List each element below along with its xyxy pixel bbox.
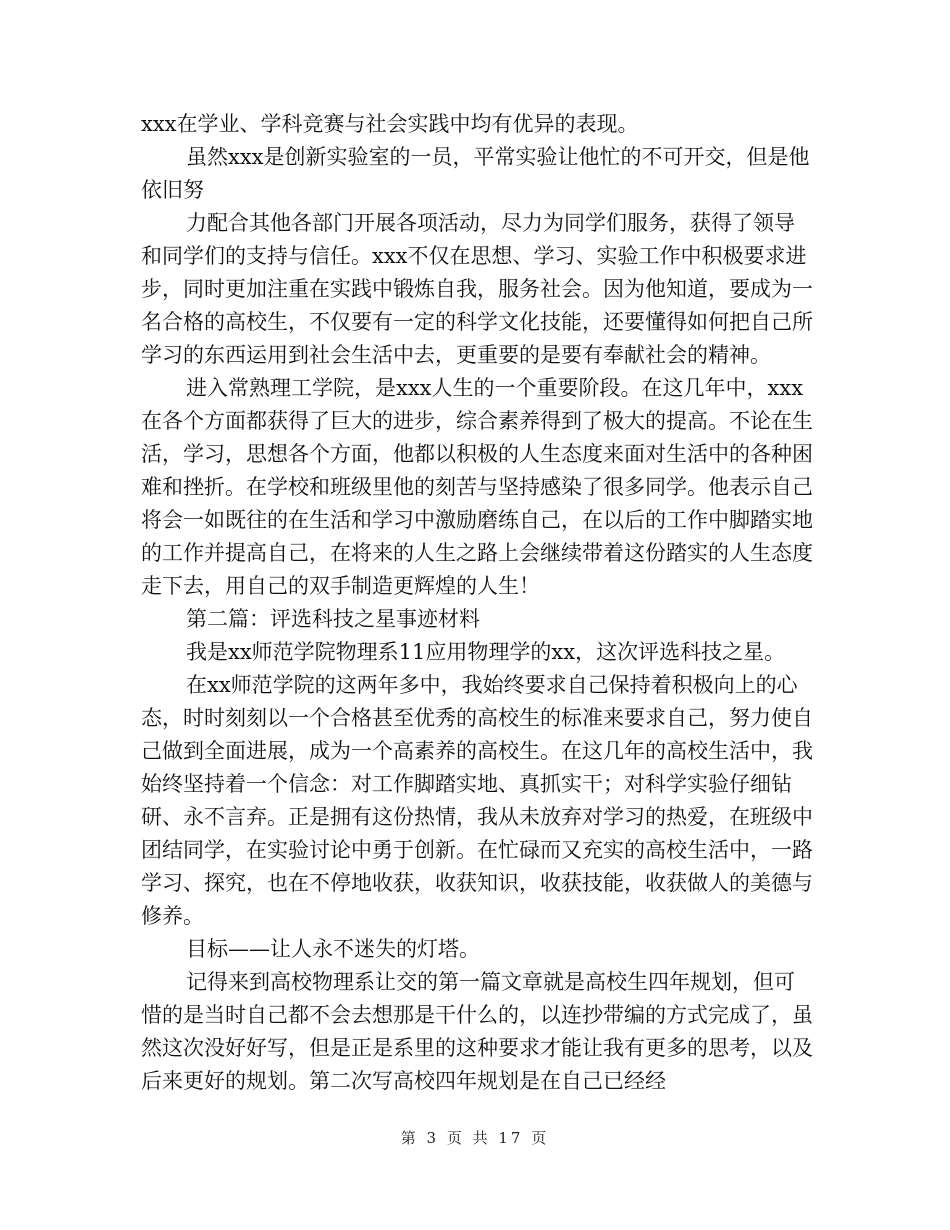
paragraph-5: 我是xx师范学院物理系11应用物理学的xx，这次评选科技之星。 xyxy=(186,640,786,664)
paragraph-1: xxx在学业、学科竞赛与社会实践中均有优异的表现。 xyxy=(141,112,639,136)
paragraph-6: 在xx师范学院的这两年多中，我始终要求自己保持着积极向上的心态，时时刻刻以一个合格甚至优秀的高校生的标准来要求自己，努力使自己做到全面进展，成为一个高素养的高校生。在这几年的高校生活中，我始终坚持着一个信念：对工作脚踏实地、真抓实干；对科学实验仔细钻研、永不言弃。正是拥有这份热情，我从未放弃对学习的热爱，在班级中团结同学，在实验讨论中勇于创新。在忙碌而又充实的高校生活中，一路学习、探究，也在不停地收获，收获知识，收获技能，收获做人的美德与修养。 xyxy=(141,673,813,928)
paragraph-2: 虽然xxx是创新实验室的一员，平常实验让他忙的不可开交，但是他依旧努 xyxy=(141,145,810,202)
section-heading: 第二篇：评选科技之星事迹材料 xyxy=(186,607,480,631)
paragraph-4: 进入常熟理工学院，是xxx人生的一个重要阶段。在这几年中，xxx在各个方面都获得了巨大的进步，综合素养得到了极大的提高。不论在生活，学习，思想各个方面，他都以积极的人生态度来面对生活中的各种困难和挫折。在学校和班级里他的刻苦与坚持感染了很多同学。他表示自己将会一如既往的在生活和学习中激励磨练自己，在以后的工作中脚踏实地的工作并提高自己，在将来的人生之路上会继续带着这份踏实的人生态度走下去，用自己的双手制造更辉煌的人生！ xyxy=(141,376,813,598)
body-text xyxy=(141,108,813,1098)
page-footer: 第 3 页 共 17 页 xyxy=(400,1129,550,1147)
paragraph-3: 力配合其他各部门开展各项活动，尽力为同学们服务，获得了领导和同学们的支持与信任。xxx不仅在思想、学习、实验工作中积极要求进步，同时更加注重在实践中锻炼自我，服务社会。因为他知道，要成为一名合格的高校生，不仅要有一定的科学文化技能，还要懂得如何把自己所学习的东西运用到社会生活中去，更重要的是要有奉献社会的精神。 xyxy=(141,211,813,367)
paragraph-8: 记得来到高校物理系让交的第一篇文章就是高校生四年规划，但可惜的是当时自己都不会去想那是干什么的，以连抄带编的方式完成了，虽然这次没好好写，但是正是系里的这种要求才能让我有更多的思考，以及后来更好的规划。第二次写高校四年规划是在自己已经经 xyxy=(141,970,813,1093)
paragraph-7: 目标——让人永不迷失的灯塔。 xyxy=(186,937,480,961)
